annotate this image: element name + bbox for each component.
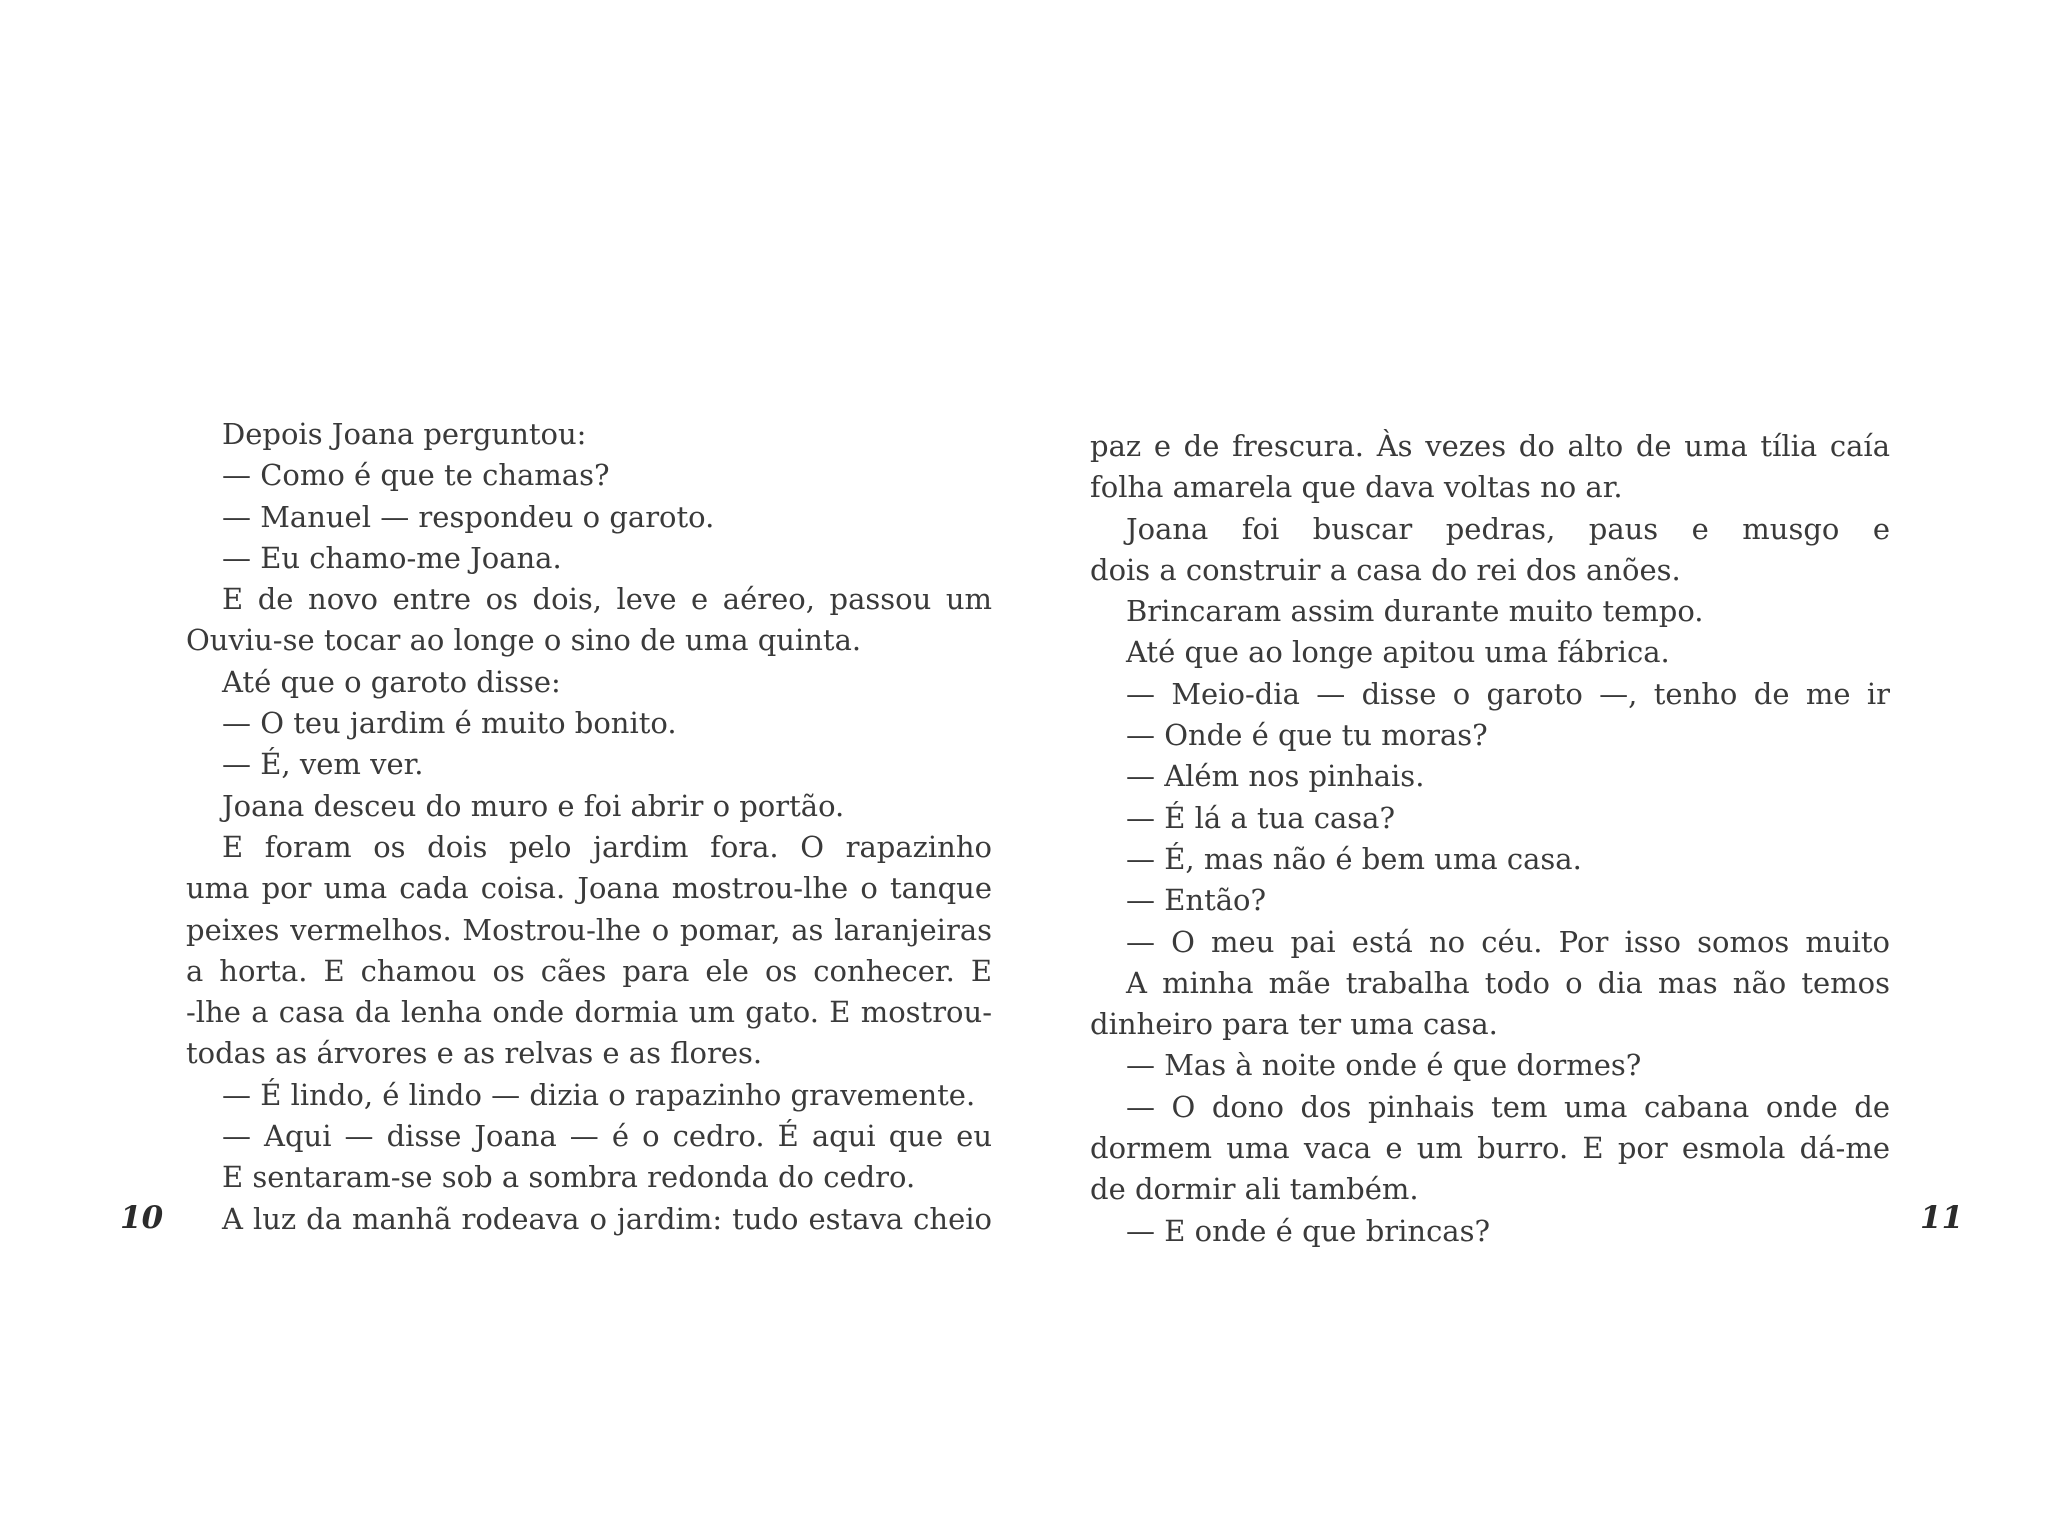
right-page-text <box>1090 426 1890 1252</box>
text-line: — Eu chamo-me Joana. <box>222 540 562 575</box>
text-line: uma por uma cada coisa. Joana mostrou-lhe o tanque <box>186 871 992 906</box>
text-line: dormem uma vaca e um burro. E por esmola dá-me <box>1090 1131 1890 1166</box>
text-line: Joana desceu do muro e foi abrir o portão. <box>222 788 845 823</box>
text-line: — Onde é que tu moras? <box>1126 718 1488 753</box>
text-line: — Então? <box>1126 883 1267 918</box>
text-line: — É, mas não é bem uma casa. <box>1126 841 1582 876</box>
text-line: — O dono dos pinhais tem uma cabana onde de <box>1126 1089 1890 1124</box>
text-line: — É lindo, é lindo — dizia o rapazinho gravemente. <box>222 1077 976 1112</box>
text-line: dois a construir a casa do rei dos anões. <box>1090 552 1681 587</box>
page-number-left: 10 <box>120 1200 164 1236</box>
text-line: de dormir ali também. <box>1090 1172 1419 1207</box>
text-line: Joana foi buscar pedras, paus e musgo e <box>1126 511 1890 546</box>
text-line: — Como é que te chamas? <box>222 458 610 493</box>
text-line: — O meu pai está no céu. Por isso somos muito <box>1126 924 1890 959</box>
text-line: — Manuel — respondeu o garoto. <box>222 499 715 534</box>
page-number-right: 11 <box>1920 1200 1964 1236</box>
text-line: E de novo entre os dois, leve e aéreo, passou um <box>222 582 992 617</box>
text-line: — É lá a tua casa? <box>1126 800 1395 835</box>
text-line: — Mas à noite onde é que dormes? <box>1126 1048 1642 1083</box>
text-line: folha amarela que dava voltas no ar. <box>1090 470 1623 505</box>
text-line: paz e de frescura. Às vezes do alto de uma tília caía <box>1090 429 1890 463</box>
text-line: todas as árvores e as relvas e as flores. <box>186 1036 763 1071</box>
text-line: — É, vem ver. <box>222 747 424 782</box>
text-line: Ouviu-se tocar ao longe o sino de uma quinta. <box>186 623 862 658</box>
text-line: a horta. E chamou os cães para ele os conhecer. E <box>186 953 992 988</box>
text-line: A minha mãe trabalha todo o dia mas não temos <box>1126 965 1890 1000</box>
text-line: E sentaram-se sob a sombra redonda do cedro. <box>222 1160 916 1195</box>
text-line: Depois Joana perguntou: <box>222 417 587 451</box>
text-line: — O teu jardim é muito bonito. <box>222 706 677 741</box>
text-line: — Além nos pinhais. <box>1126 759 1425 794</box>
text-line: E foram os dois pelo jardim fora. O rapazinho <box>222 829 992 864</box>
text-line: — Meio-dia — disse o garoto —, tenho de me ir <box>1126 676 1890 711</box>
left-page-text <box>186 414 992 1240</box>
text-line: — Aqui — disse Joana — é o cedro. É aqui que eu <box>222 1119 992 1154</box>
text-line: Até que o garoto disse: <box>222 664 561 699</box>
text-line: Brincaram assim durante muito tempo. <box>1126 594 1704 629</box>
text-line: Até que ao longe apitou uma fábrica. <box>1126 635 1670 670</box>
text-line: peixes vermelhos. Mostrou-lhe o pomar, as laranjeiras <box>186 912 992 947</box>
text-line: — E onde é que brincas? <box>1126 1213 1491 1248</box>
text-line: -lhe a casa da lenha onde dormia um gato. E mostrou- <box>186 995 992 1030</box>
text-line: dinheiro para ter uma casa. <box>1090 1007 1498 1042</box>
text-line: A luz da manhã rodeava o jardim: tudo estava cheio <box>222 1201 992 1236</box>
